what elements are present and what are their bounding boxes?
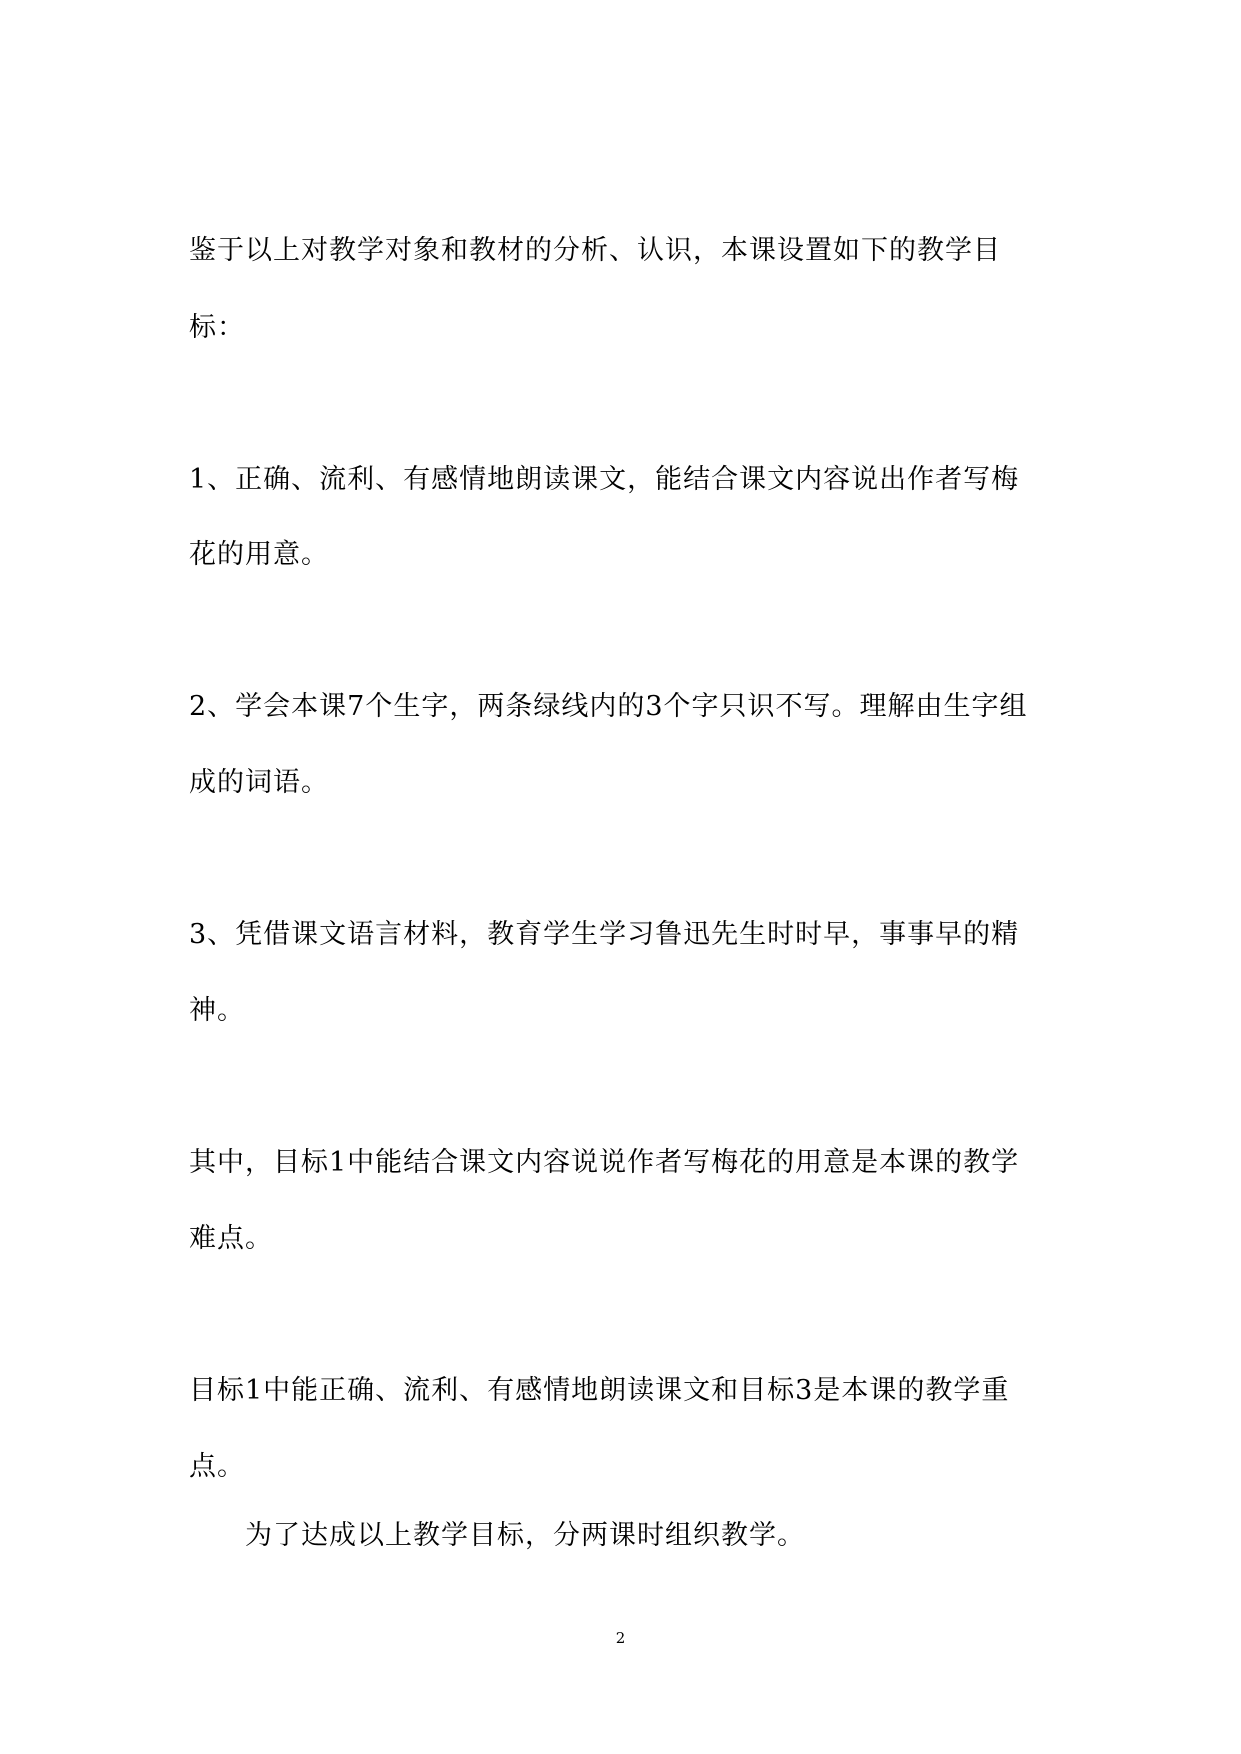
- paragraph-line: 点。: [189, 1451, 245, 1482]
- paragraph-line: 1、正确、流利、有感情地朗读课文，能结合课文内容说出作者写梅: [189, 464, 1020, 495]
- paragraph-line: 目标1中能正确、流利、有感情地朗读课文和目标3是本课的教学重: [189, 1375, 1010, 1406]
- paragraph-line: 成的词语。: [189, 767, 329, 798]
- paragraph-line: 花的用意。: [189, 539, 329, 570]
- paragraph-line: 其中，目标1中能结合课文内容说说作者写梅花的用意是本课的教学: [189, 1147, 1020, 1178]
- page-number: 2: [615, 1629, 626, 1647]
- paragraph-line: 鉴于以上对教学对象和教材的分析、认识，本课设置如下的教学目: [189, 235, 1001, 266]
- paragraph-line: 2、学会本课7个生字，两条绿线内的3个字只识不写。理解由生字组: [189, 691, 1028, 722]
- paragraph-line: 难点。: [189, 1223, 273, 1254]
- paragraph-line: 为了达成以上教学目标，分两课时组织教学。: [245, 1520, 805, 1551]
- paragraph-line: 3、凭借课文语言材料，教育学生学习鲁迅先生时时早，事事早的精: [189, 919, 1020, 950]
- paragraph-line: 神。: [189, 995, 245, 1026]
- paragraph-line: 标：: [189, 312, 245, 343]
